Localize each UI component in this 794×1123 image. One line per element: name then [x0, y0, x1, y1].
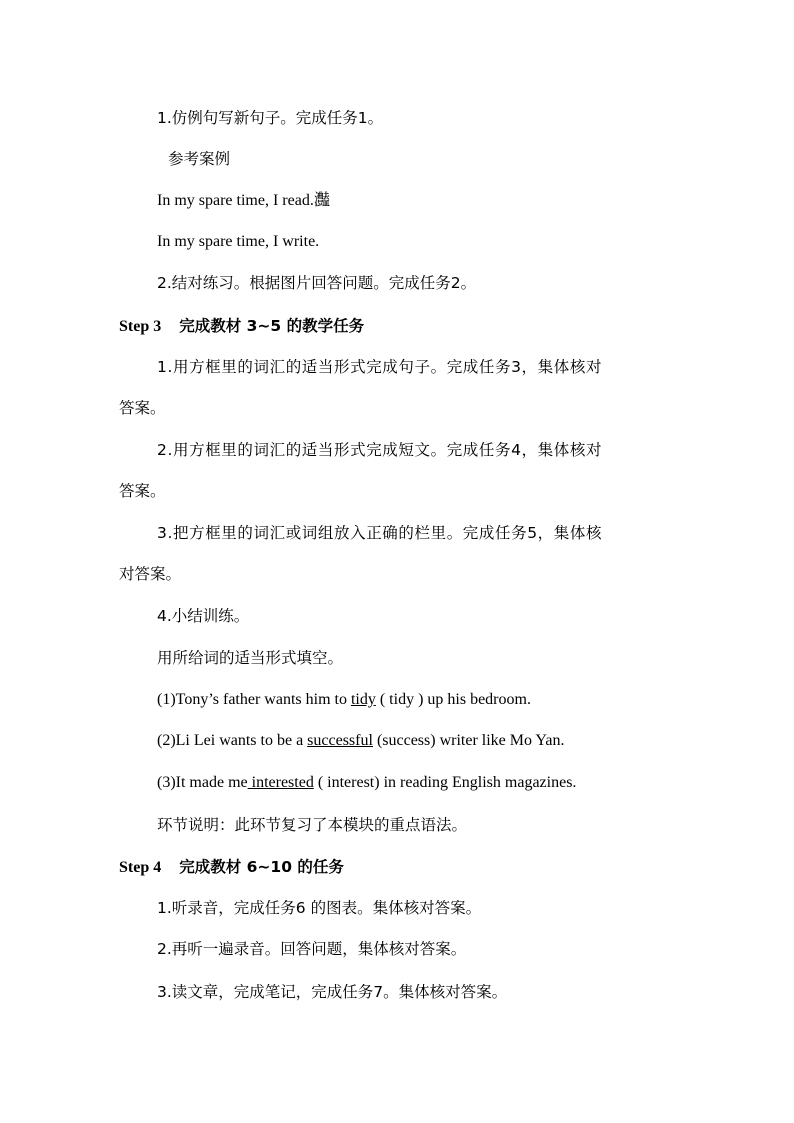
- step3-item4: 4.小结训练。: [157, 607, 250, 625]
- step4-item2: 2.再听一遍录音。回答问题，集体核对答案。: [157, 940, 467, 958]
- step3-item1-line1: 1.用方框里的词汇的适当形式完成句子。完成任务3，集体核对: [157, 358, 603, 376]
- question-1: [157, 690, 531, 710]
- step4-label: Step 4: [119, 859, 162, 876]
- question-3-answer: interested: [247, 774, 314, 791]
- step4-item1: 1.听录音，完成任务6 的图表。集体核对答案。: [157, 899, 482, 917]
- step3-item3-line2: 对答案。: [119, 565, 182, 583]
- step4-item3: 3.读文章，完成笔记，完成任务7。集体核对答案。: [157, 983, 508, 1001]
- step3-item1-line2: 答案。: [119, 399, 166, 417]
- step3-item3-line1: 3.把方框里的词汇或词组放入正确的栏里。完成任务5，集体核: [157, 524, 603, 542]
- question-3-suffix: ( interest) in reading English magazines.: [313, 774, 577, 791]
- step3-title: 完成教材 3~5 的教学任务: [179, 317, 365, 335]
- example-sentence-1: In my spare time, I read.灎: [157, 192, 330, 209]
- question-3: [157, 773, 576, 793]
- step4-title: 完成教材 6~10 的任务: [179, 858, 344, 876]
- task1-instruction: 1.仿例句写新句子。完成任务1。: [157, 109, 384, 127]
- step3-item2-line2: 答案。: [119, 482, 166, 500]
- question-2-answer: successful: [307, 732, 373, 749]
- example-label: 参考案例: [168, 150, 231, 168]
- question-2: [157, 731, 564, 751]
- example-sentence-2: In my spare time, I write.: [157, 233, 320, 250]
- fill-in-instruction: 用所给词的适当形式填空。: [157, 649, 344, 667]
- task2-instruction: 2.结对练习。根据图片回答问题。完成任务2。: [157, 274, 477, 292]
- step3-item2-line1: 2.用方框里的词汇的适当形式完成短文。完成任务4，集体核对: [157, 441, 603, 459]
- question-1-answer: tidy: [350, 691, 376, 708]
- question-2-prefix: (2)Li Lei wants to be a: [157, 732, 308, 749]
- question-1-suffix: ( tidy ) up his bedroom.: [375, 691, 531, 708]
- step4-heading: [119, 857, 344, 878]
- question-2-suffix: (success) writer like Mo Yan.: [372, 732, 565, 749]
- question-3-prefix: (3)It made me: [157, 774, 248, 791]
- question-1-prefix: (1)Tony’s father wants him to: [157, 691, 351, 708]
- section-note: 环节说明：此环节复习了本模块的重点语法。: [157, 816, 468, 834]
- step3-label: Step 3: [119, 318, 162, 335]
- step3-heading: [119, 316, 364, 337]
